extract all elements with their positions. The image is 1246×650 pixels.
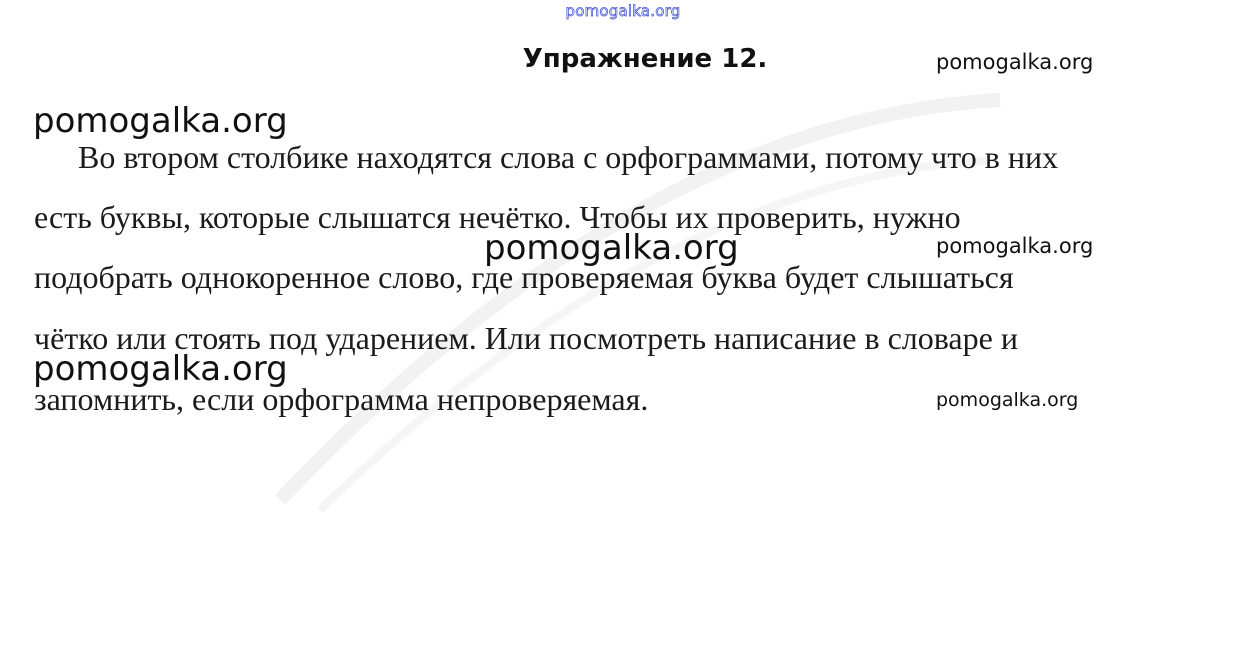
- body-line-5: запомнить, если орфограмма непроверяемая.: [34, 381, 649, 417]
- watermark-right-2: pomogalka.org: [936, 234, 1094, 258]
- body-line-4: чётко или стоять под ударением. Или посмотреть написание в словаре и: [34, 320, 1018, 356]
- watermark-right-3: pomogalka.org: [936, 389, 1079, 411]
- watermark-left-2: pomogalka.org: [33, 349, 288, 389]
- watermark-center: pomogalka.org: [484, 228, 739, 268]
- body-line-2: есть буквы, которые слышатся нечётко. Чтобы их проверить, нужно: [34, 199, 961, 235]
- body-line-1: Во втором столбике находятся слова с орфограммами, потому что в них: [78, 139, 1059, 175]
- watermark-right-1: pomogalka.org: [936, 50, 1094, 74]
- watermark-left-1: pomogalka.org: [33, 101, 288, 141]
- page-title: Упражнение 12.: [522, 44, 768, 74]
- body-line-3: подобрать однокоренное слово, где проверяемая буква будет слышаться: [34, 259, 1014, 295]
- watermark-top: pomogalka.org: [565, 2, 681, 20]
